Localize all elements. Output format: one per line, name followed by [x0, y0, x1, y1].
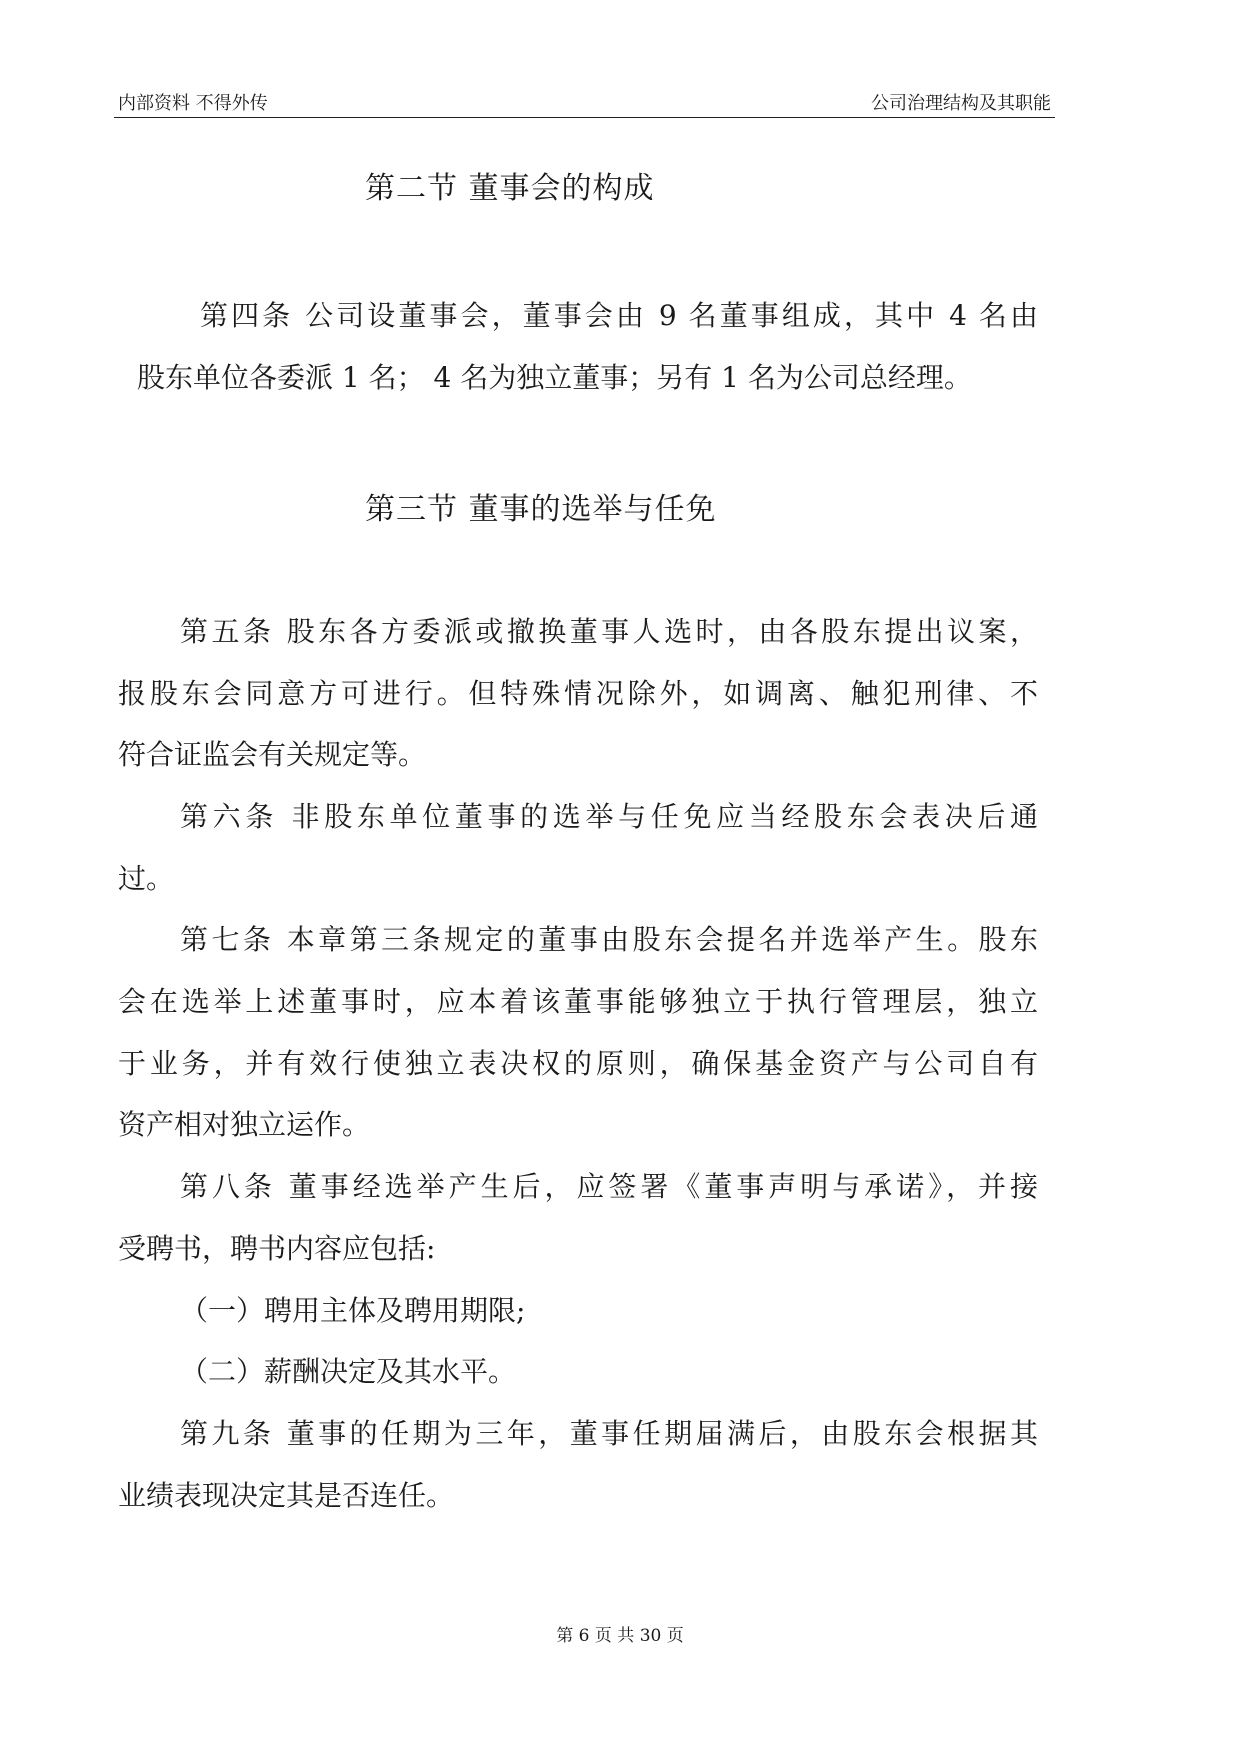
section-title-2: 第二节 董事会的构成 — [365, 171, 655, 206]
section-title-3: 第三节 董事的选举与任免 — [365, 492, 717, 527]
article-6-line-2: 过。 — [118, 862, 175, 895]
article-5-line-2: 报股东会同意方可进行。但特殊情况除外，如调离、触犯刑律、不 — [118, 677, 1038, 710]
article-5-line-3: 符合证监会有关规定等。 — [118, 738, 427, 771]
page-number: 第 6 页 共 30 页 — [556, 1626, 684, 1646]
header-left-text: 内部资料 不得外传 — [118, 93, 268, 114]
header-right-text: 公司治理结构及其职能 — [871, 93, 1051, 114]
article-9-line-1: 第九条 董事的任期为三年，董事任期届满后，由股东会根据其 — [180, 1417, 1038, 1450]
page-header — [114, 89, 1055, 118]
article-7-line-2: 会在选举上述董事时，应本着该董事能够独立于执行管理层，独立 — [118, 985, 1038, 1018]
article-8-item-1: （一）聘用主体及聘用期限; — [180, 1294, 526, 1327]
article-7-line-3: 于业务，并有效行使独立表决权的原则，确保基金资产与公司自有 — [118, 1047, 1038, 1080]
article-4-line-2: 股东单位各委派 1 名； 4 名为独立董事；另有 1 名为公司总经理。 — [137, 361, 972, 394]
article-5-line-1: 第五条 股东各方委派或撤换董事人选时，由各股东提出议案， — [180, 615, 1038, 648]
article-7-line-1: 第七条 本章第三条规定的董事由股东会提名并选举产生。股东 — [180, 923, 1038, 956]
article-8-line-1: 第八条 董事经选举产生后，应签署《董事声明与承诺》，并接 — [180, 1170, 1038, 1203]
article-9-line-2: 业绩表现决定其是否连任。 — [118, 1479, 455, 1512]
article-6-line-1: 第六条 非股东单位董事的选举与任免应当经股东会表决后通 — [180, 800, 1038, 833]
article-8-line-2: 受聘书，聘书内容应包括: — [118, 1232, 436, 1265]
article-4-line-1: 第四条 公司设董事会，董事会由 9 名董事组成，其中 4 名由 — [200, 299, 1038, 332]
article-8-item-2: （二）薪酬决定及其水平。 — [180, 1355, 517, 1388]
article-7-line-4: 资产相对独立运作。 — [118, 1108, 371, 1141]
